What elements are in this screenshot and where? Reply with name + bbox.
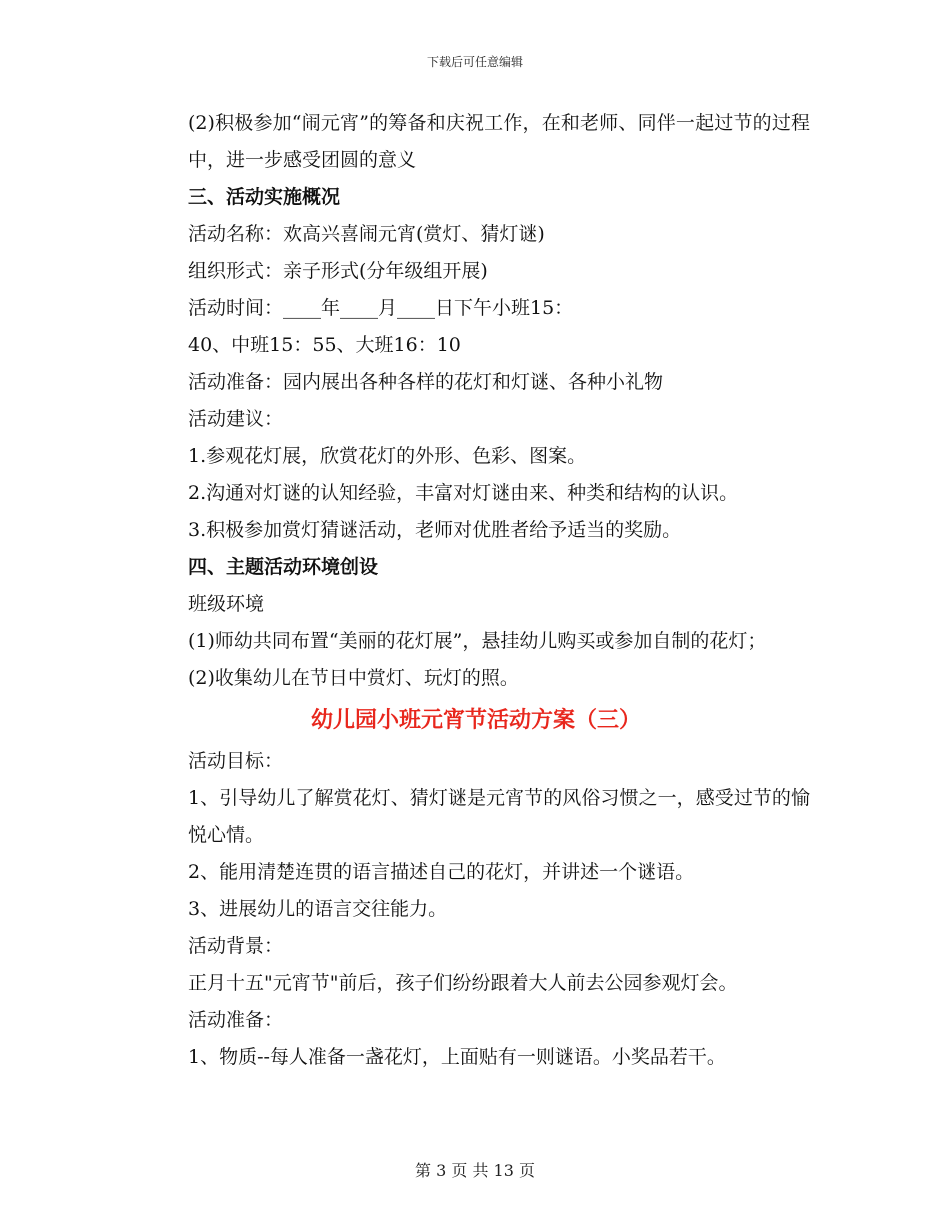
page-header: 下载后可任意编辑	[426, 55, 523, 69]
suggestion-2: 2.沟通对灯谜的认知经验，丰富对灯谜由来、种类和结构的认识。	[188, 482, 739, 504]
background-text: 正月十五"元宵节"前后，孩子们纷纷跟着大人前去公园参观灯会。	[188, 972, 738, 994]
activity-suggestions-label: 活动建议：	[188, 408, 284, 430]
section-title: 幼儿园小班元宵节活动方案（三）	[310, 707, 641, 733]
class-environment-label: 班级环境	[188, 593, 265, 615]
activity-preparation: 活动准备：园内展出各种各样的花灯和灯谜、各种小礼物	[188, 371, 664, 393]
preparation-label: 活动准备：	[188, 1009, 284, 1031]
goal-1: 1、引导幼儿了解赏花灯、猜灯谜是元宵节的风俗习惯之一，感受过节的愉悦心情。	[188, 787, 810, 846]
background-label: 活动背景：	[188, 935, 284, 957]
goal-3: 3、进展幼儿的语言交往能力。	[188, 898, 448, 920]
activity-name: 活动名称：欢高兴喜闹元宵(赏灯、猜灯谜)	[188, 223, 545, 245]
preparation-1: 1、物质--每人准备一盏花灯，上面贴有一则谜语。小奖品若干。	[188, 1046, 726, 1068]
activity-time: 活动时间：____年____月____日下午小班15：	[188, 297, 574, 319]
section-heading-3: 三、活动实施概况	[188, 186, 341, 208]
paragraph-goal-2: (2)积极参加“闹元宵”的筹备和庆祝工作，在和老师、同伴一起过节的过程中，进一步感受团圆的意义	[188, 112, 810, 171]
goal-2: 2、能用清楚连贯的语言描述自己的花灯，并讲述一个谜语。	[188, 861, 695, 883]
organization-form: 组织形式：亲子形式(分年级组开展)	[188, 260, 488, 282]
document-body	[142, 105, 810, 1076]
activity-time-continued: 40、中班15：55、大班16：10	[188, 334, 461, 356]
suggestion-1: 1.参观花灯展，欣赏花灯的外形、色彩、图案。	[188, 445, 587, 467]
page-footer: 第 3 页 共 13 页	[415, 1161, 535, 1180]
suggestion-3: 3.积极参加赏灯猜谜活动，老师对优胜者给予适当的奖励。	[188, 519, 682, 541]
goals-label: 活动目标：	[188, 750, 284, 772]
section-heading-4: 四、主题活动环境创设	[188, 556, 379, 578]
environment-item-1: (1)师幼共同布置“美丽的花灯展”，悬挂幼儿购买或参加自制的花灯；	[188, 630, 767, 652]
environment-item-2: (2)收集幼儿在节日中赏灯、玩灯的照。	[188, 667, 519, 689]
